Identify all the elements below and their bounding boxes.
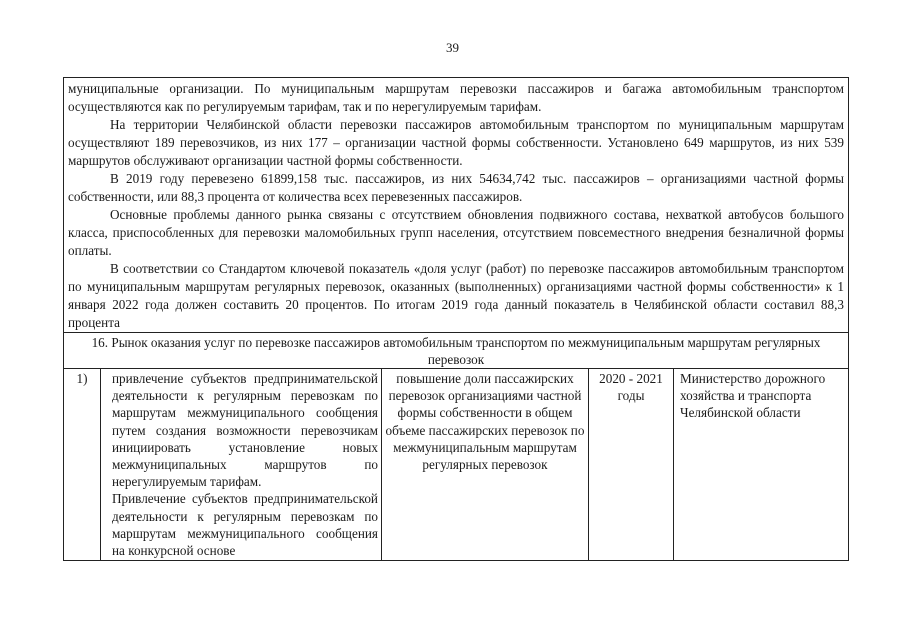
- section-heading: 16. Рынок оказания услуг по перевозке пассажиров автомобильным транспортом по межмуниципальным маршрутам регулярных перевозок: [64, 332, 848, 368]
- table-row: [64, 369, 848, 561]
- paragraph: муниципальные организации. По муниципальным маршрутам перевозки пассажиров и багажа автомобильным транспортом осуществляются как по регулируемым тарифам, так и по нерегулируемым тарифам.: [68, 81, 844, 114]
- result-cell: повышение доли пассажирских перевозок организациями частной формы собственности в общем объеме пассажирских перевозок по межмуниципальным маршрутам регулярных перевозок: [382, 369, 589, 561]
- measures-table: [64, 368, 848, 561]
- responsible-cell: Министерство дорожного хозяйства и транспорта Челябинской области: [674, 369, 849, 561]
- row-number: 1): [64, 369, 101, 561]
- document-frame: [63, 77, 849, 561]
- paragraph: В 2019 году перевезено 61899,158 тыс. пассажиров, из них 54634,742 тыс. пассажиров – организациями частной формы собственности, или 88,3 процента от количества всех перевезенных пассажиров.: [68, 171, 844, 204]
- page-number: 39: [446, 40, 459, 55]
- paragraph: В соответствии со Стандартом ключевой показатель «доля услуг (работ) по перевозке пассажиров автомобильным транспортом по муниципальным маршрутам регулярных перевозок, оказанных (выполненных) организациями частной формы собственности» к 1 января 2022 года должен составить 20 процентов. По итогам 2019 года данный показатель в Челябинской области составил 88,3 процента: [68, 261, 844, 330]
- term-cell: 2020 - 2021 годы: [589, 369, 674, 561]
- measure-text: привлечение субъектов предпринимательской деятельности к регулярным перевозкам по маршрутам межмуниципального сообщения путем создания возможности перевозчикам инициировать установление новых межмуниципальных маршрутов по нерегулируемым тарифам.: [112, 371, 378, 490]
- measure-text: Привлечение субъектов предпринимательской деятельности к регулярным перевозкам по маршрутам межмуниципального сообщения на конкурсной основе: [112, 491, 378, 559]
- body-text: [64, 78, 848, 332]
- paragraph: На территории Челябинской области перевозки пассажиров автомобильным транспортом по муниципальным маршрутам осуществляют 189 перевозчиков, из них 177 – организации частной формы собственности. Установлено 649 маршрутов, из них 539 маршрутов обслуживают организации частной формы собственности.: [68, 117, 844, 168]
- paragraph: Основные проблемы данного рынка связаны с отсутствием обновления подвижного состава, нехваткой автобусов большого класса, приспособленных для перевозки маломобильных групп населения, отсутствием повсеместного внедрения безналичной формы оплаты.: [68, 207, 844, 258]
- measure-cell: [101, 369, 382, 561]
